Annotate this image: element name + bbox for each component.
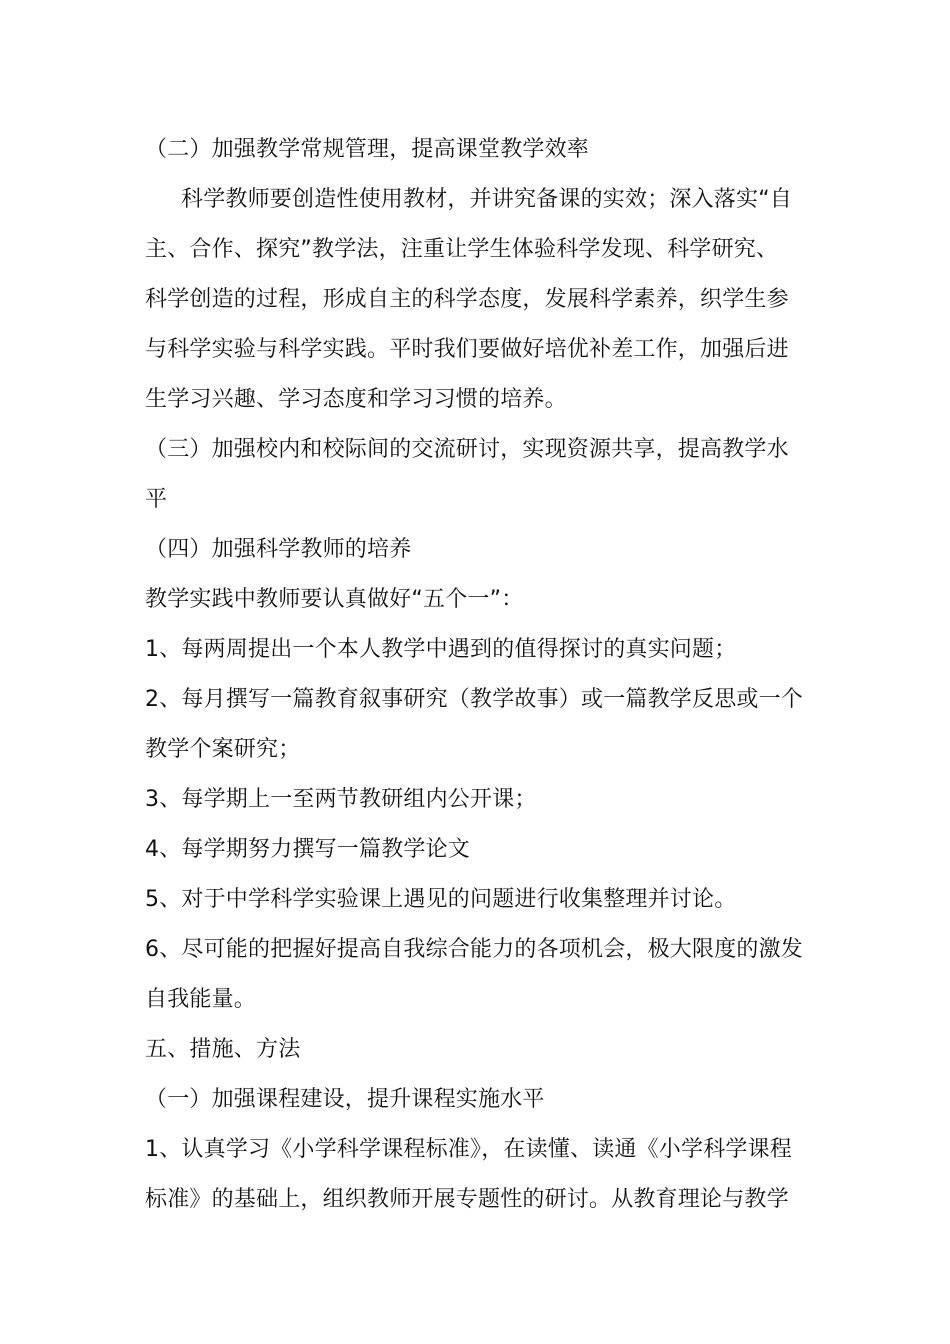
list-item: 3、每学期上一至两节教研组内公开课； — [145, 787, 537, 812]
list-item: 1、认真学习《小学科学课程标准》，在读懂、读通《小学科学课程 — [145, 1137, 792, 1162]
list-item: 2、每月撰写一篇教育叙事研究（教学故事）或一篇教学反思或一个 — [145, 687, 803, 712]
paragraph-line: 主、合作、探究”教学法，注重让学生体验科学发现、科学研究、 — [145, 237, 779, 262]
section-heading-3-cont: 平 — [145, 487, 168, 512]
section-heading-2: （二）加强教学常规管理，提高课堂教学效率 — [145, 137, 590, 162]
paragraph-line: 与科学实验与科学实践。平时我们要做好培优补差工作，加强后进 — [145, 337, 789, 362]
list-item-cont: 标准》的基础上，组织教师开展专题性的研讨。从教育理论与教学 — [145, 1187, 789, 1212]
list-item: 1、每两周提出一个本人教学中遇到的值得探讨的真实问题； — [145, 637, 737, 662]
section-heading-1: （一）加强课程建设，提升课程实施水平 — [145, 1087, 545, 1112]
paragraph-line: 科学教师要创造性使用教材，并讲究备课的实效；深入落实“自 — [181, 187, 792, 212]
list-item: 4、每学期努力撰写一篇教学论文 — [145, 837, 470, 862]
list-item: 5、对于中学科学实验课上遇见的问题进行收集整理并讨论。 — [145, 887, 737, 912]
section-heading-4: （四）加强科学教师的培养 — [145, 537, 412, 562]
document-body — [145, 125, 815, 1225]
list-item-cont: 教学个案研究； — [145, 737, 301, 762]
paragraph-line: 科学创造的过程，形成自主的科学态度，发展科学素养，织学生参 — [145, 287, 789, 312]
chapter-heading-5: 五、措施、方法 — [145, 1037, 301, 1062]
paragraph-line: 教学实践中教师要认真做好“五个一”： — [145, 587, 524, 612]
paragraph-line: 生学习兴趣、学习态度和学习习惯的培养。 — [145, 387, 567, 412]
list-item-cont: 自我能量。 — [145, 987, 257, 1012]
list-item: 6、尽可能的把握好提高自我综合能力的各项机会，极大限度的激发 — [145, 937, 803, 962]
section-heading-3: （三）加强校内和校际间的交流研讨，实现资源共享，提高教学水 — [145, 437, 789, 462]
